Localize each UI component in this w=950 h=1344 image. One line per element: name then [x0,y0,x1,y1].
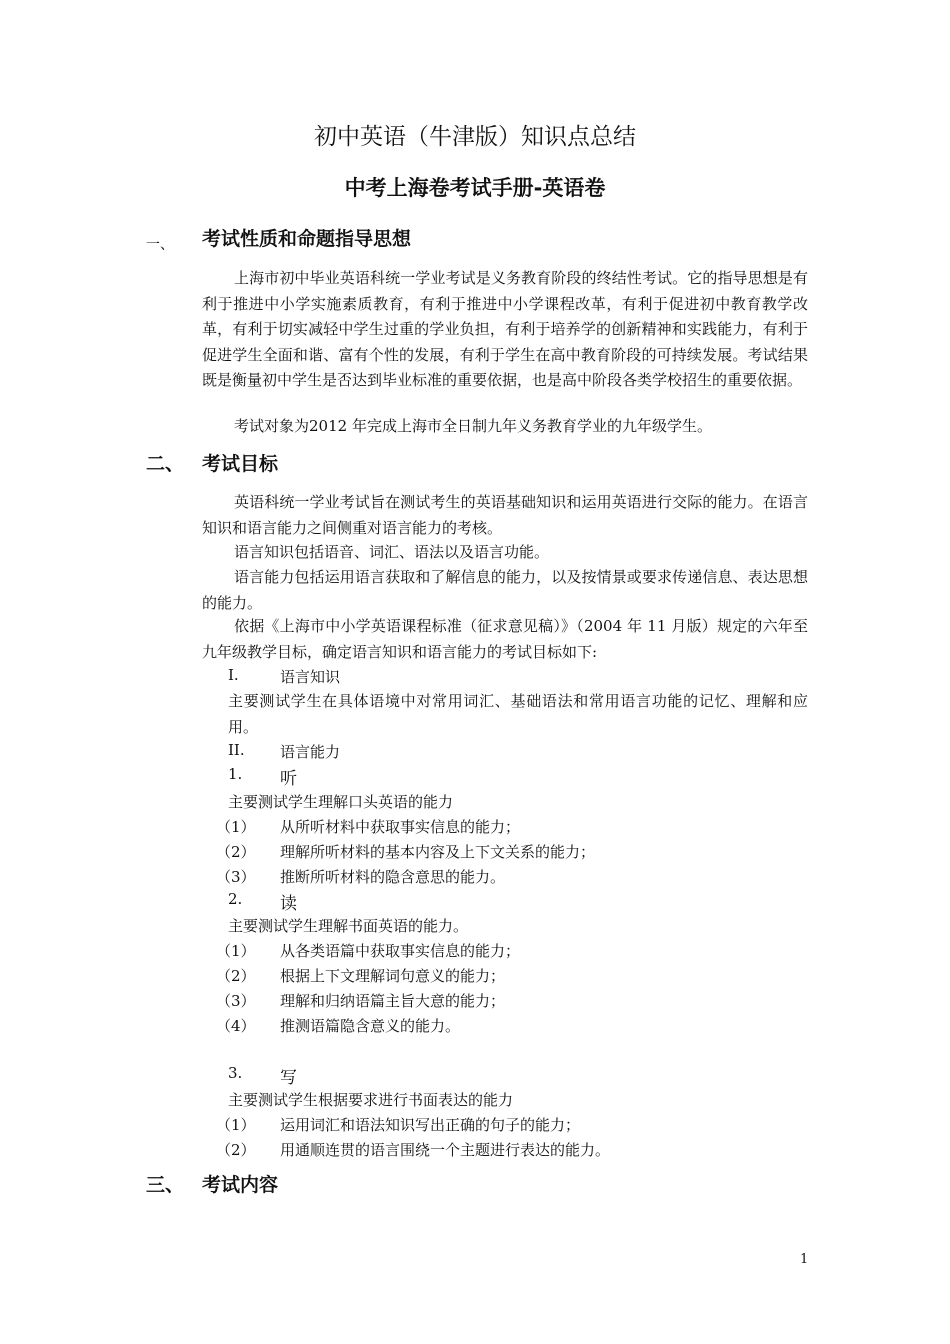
section-2-heading: 考试目标 [202,453,279,475]
skill-1-item-2-number: （2） [216,843,256,861]
skill-2-item-4-number: （4） [216,1017,256,1035]
document-subtitle: 中考上海卷考试手册-英语卷 [344,176,606,200]
skill-2-number: 2. [228,890,243,908]
section-1-heading: 考试性质和命题指导思想 [202,228,412,250]
subsection-i-number: I. [228,666,239,684]
skill-3-description: 主要测试学生根据要求进行书面表达的能力 [228,1091,514,1109]
section-2-number: 二、 [146,453,185,475]
skill-2-item-2-text: 根据上下文理解词句意义的能力； [280,967,506,985]
skill-3-label: 写 [280,1068,297,1088]
section-2-paragraph-3: 语言能力包括运用语言获取和了解信息的能力，以及按情景或要求传递信息、表达思想的能力。 [202,568,808,612]
skill-1-item-1-number: （1） [216,818,256,836]
skill-3-item-1-text: 运用词汇和语法知识写出正确的句子的能力； [280,1116,581,1134]
section-2-paragraph-4: 依据《上海市中小学英语课程标准（征求意见稿）》（2004 年 11 月版）规定的六年至九年级教学目标，确定语言知识和语言能力的考试目标如下: [202,617,808,661]
section-2-paragraph-2: 语言知识包括语音、词汇、语法以及语言功能。 [234,543,550,561]
section-3-number: 三、 [146,1174,185,1196]
skill-1-description: 主要测试学生理解口头英语的能力 [228,793,454,811]
skill-1-item-2-text: 理解所听材料的基本内容及上下文关系的能力； [280,843,596,861]
skill-3-item-1-number: （1） [216,1116,256,1134]
skill-2-item-2-number: （2） [216,967,256,985]
section-3-heading: 考试内容 [202,1174,279,1196]
subsection-i-label: 语言知识 [280,668,341,686]
skill-2-item-4-text: 推测语篇隐含意义的能力。 [280,1017,461,1035]
subsection-ii-label: 语言能力 [280,743,341,761]
page-number: 1 [800,1252,809,1267]
skill-2-label: 读 [280,894,297,914]
skill-2-description: 主要测试学生理解书面英语的能力。 [228,917,469,935]
skill-1-item-3-text: 推断所听材料的隐含意思的能力。 [280,868,506,886]
skill-3-item-2-number: （2） [216,1141,256,1159]
document-title: 初中英语（牛津版）知识点总结 [314,124,636,150]
subsection-i-description: 主要测试学生在具体语境中对常用词汇、基础语法和常用语言功能的记忆、理解和应用。 [228,692,808,736]
skill-1-number: 1. [228,765,243,783]
skill-2-item-1-number: （1） [216,942,256,960]
skill-3-number: 3. [228,1064,243,1082]
section-1-number: 一、 [146,237,174,253]
skill-3-item-2-text: 用通顺连贯的语言围绕一个主题进行表达的能力。 [280,1141,611,1159]
section-1-paragraph-1: 上海市初中毕业英语科统一学业考试是义务教育阶段的终结性考试。它的指导思想是有利于推进中小学实施素质教育，有利于推进中小学课程改革，有利于促进初中教育教学改革，有利于切实减轻中学生过重的学业负担，有利于培养学的创新精神和实践能力，有利于促进学生全面和谐、富有个性的发展，有利于学生在高中教育阶段的可持续发展。考试结果既是衡量初中学生是否达到毕业标准的重要依据，也是高中阶段各类学校招生的重要依据。 [202,269,808,390]
skill-1-item-3-number: （3） [216,868,256,886]
skill-1-item-1-text: 从所听材料中获取事实信息的能力； [280,818,521,836]
skill-2-item-1-text: 从各类语篇中获取事实信息的能力； [280,942,521,960]
subsection-ii-number: II. [228,741,245,759]
skill-2-item-3-number: （3） [216,992,256,1010]
section-2-paragraph-1: 英语科统一学业考试旨在测试考生的英语基础知识和运用英语进行交际的能力。在语言知识和语言能力之间侧重对语言能力的考核。 [202,493,808,537]
skill-2-item-3-text: 理解和归纳语篇主旨大意的能力； [280,992,506,1010]
section-1-paragraph-2: 考试对象为2012 年完成上海市全日制九年义务教育学业的九年级学生。 [234,417,712,435]
skill-1-label: 听 [280,769,297,789]
